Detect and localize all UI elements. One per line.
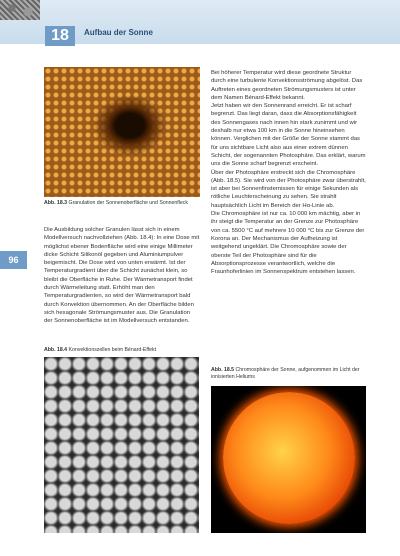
sun-disc-image xyxy=(223,392,355,524)
figure-caption-18-3 xyxy=(44,200,200,207)
paragraph: Jetzt haben wir den Sonnenrand erreicht. Er ist scharf begrenzt. Das liegt daran, dass die Absorptionsfähigkeit des Sonnengases nach innen hin stark zunimmt und wir deshalb nur etwa 100 km in die Sonne hineinsehen können. Verglichen mit der Größe der Sonne stammt das für uns sichtbare Licht also aus einer extrem dünnen Schicht, der sogenannten Photosphäre. Das erklärt, warum uns die Sonne scharf begrenzt erscheint. xyxy=(211,103,366,168)
right-column-text xyxy=(211,69,367,276)
page-header xyxy=(0,0,400,44)
chapter-title: Aufbau der Sonne xyxy=(84,28,153,37)
figure-caption-18-5 xyxy=(211,367,367,381)
figure-caption-text: Chromosphäre der Sonne, aufgenommen im Licht der ionisierten Heliums xyxy=(211,367,360,380)
figure-chromosphere-image xyxy=(211,386,366,533)
page-number: 96 xyxy=(0,251,27,269)
figure-label: Abb. 18.3 xyxy=(44,200,68,206)
left-column-text xyxy=(44,226,200,326)
figure-label: Abb. 18.4 xyxy=(44,347,68,353)
figure-caption-text: Konvektionszellen beim Bénard-Effekt xyxy=(68,347,157,353)
paragraph: Bei höherer Temperatur wird diese geordnete Struktur durch eine turbulente Konvektionsströmung abgelöst. Das Auftreten eines geordneten Strömungsmusters ist unter dem Namen Bénard-Effekt bekannt. xyxy=(211,70,363,101)
paragraph: Die Chromosphäre ist nur ca. 10 000 km mächtig, aber in ihr steigt die Temperatur an der Grenze zur Photosphäre von ca. 5500 °C auf mehrere 10 000 °C bis zur Grenze der Korona an. Der Mechanismus der Aufheizung ist weitgehend ungeklärt. Die Chromosphäre sowie der oberste Teil der Photosphäre sind für die Absorptionsprozesse verantwortlich, welche die Fraunhoferlinien im Sonnenspektrum entstehen lassen. xyxy=(211,211,365,276)
corner-thumbnail-image xyxy=(0,0,40,20)
chapter-number: 18 xyxy=(45,26,75,46)
figure-granulation-image xyxy=(44,67,200,197)
figure-convection-cells-image xyxy=(44,357,199,533)
paragraph: Die Ausbildung solcher Granulen lässt sich in einem Modellversuch nachvollziehen (Abb. 18.4): In eine Dose mit möglichst ebener Bodenfläche wird eine einige Millimeter dicke Schicht Silikonöl gegeben und Aluminiumpulver beigemischt. Die Dose wird von unten erwärmt. Ist der Temperaturgradient über die Schicht zunächst klein, so bleibt die Oberfläche in Ruhe. Der Wärmetransport findet durch Wärmeleitung statt. Erhöht man den Temperaturgradienten, so wird der Wärmetransport bald durch Konvektion übernommen. An der Oberfläche bilden sich hexagonale Strömungsmuster aus. Die Granulation der Sonnenoberfläche ist im Modellversuch entstanden. xyxy=(44,227,200,325)
paragraph: Über der Photosphäre erstreckt sich die Chromosphäre (Abb. 18.5). Sie wird von der Photosphäre zwar überstrahlt, ist aber bei Sonnenfinsternissen für einige Sekunden als rötliche Leuchterscheinung zu sehen. Sie strahlt hauptsächlich Licht im Bereich der Hα-Linie ab. xyxy=(211,169,366,209)
figure-caption-text: Granulation der Sonnenoberfläche und Sonnenfleck xyxy=(68,200,188,206)
figure-caption-18-4 xyxy=(44,347,200,354)
figure-label: Abb. 18.5 xyxy=(211,367,235,373)
